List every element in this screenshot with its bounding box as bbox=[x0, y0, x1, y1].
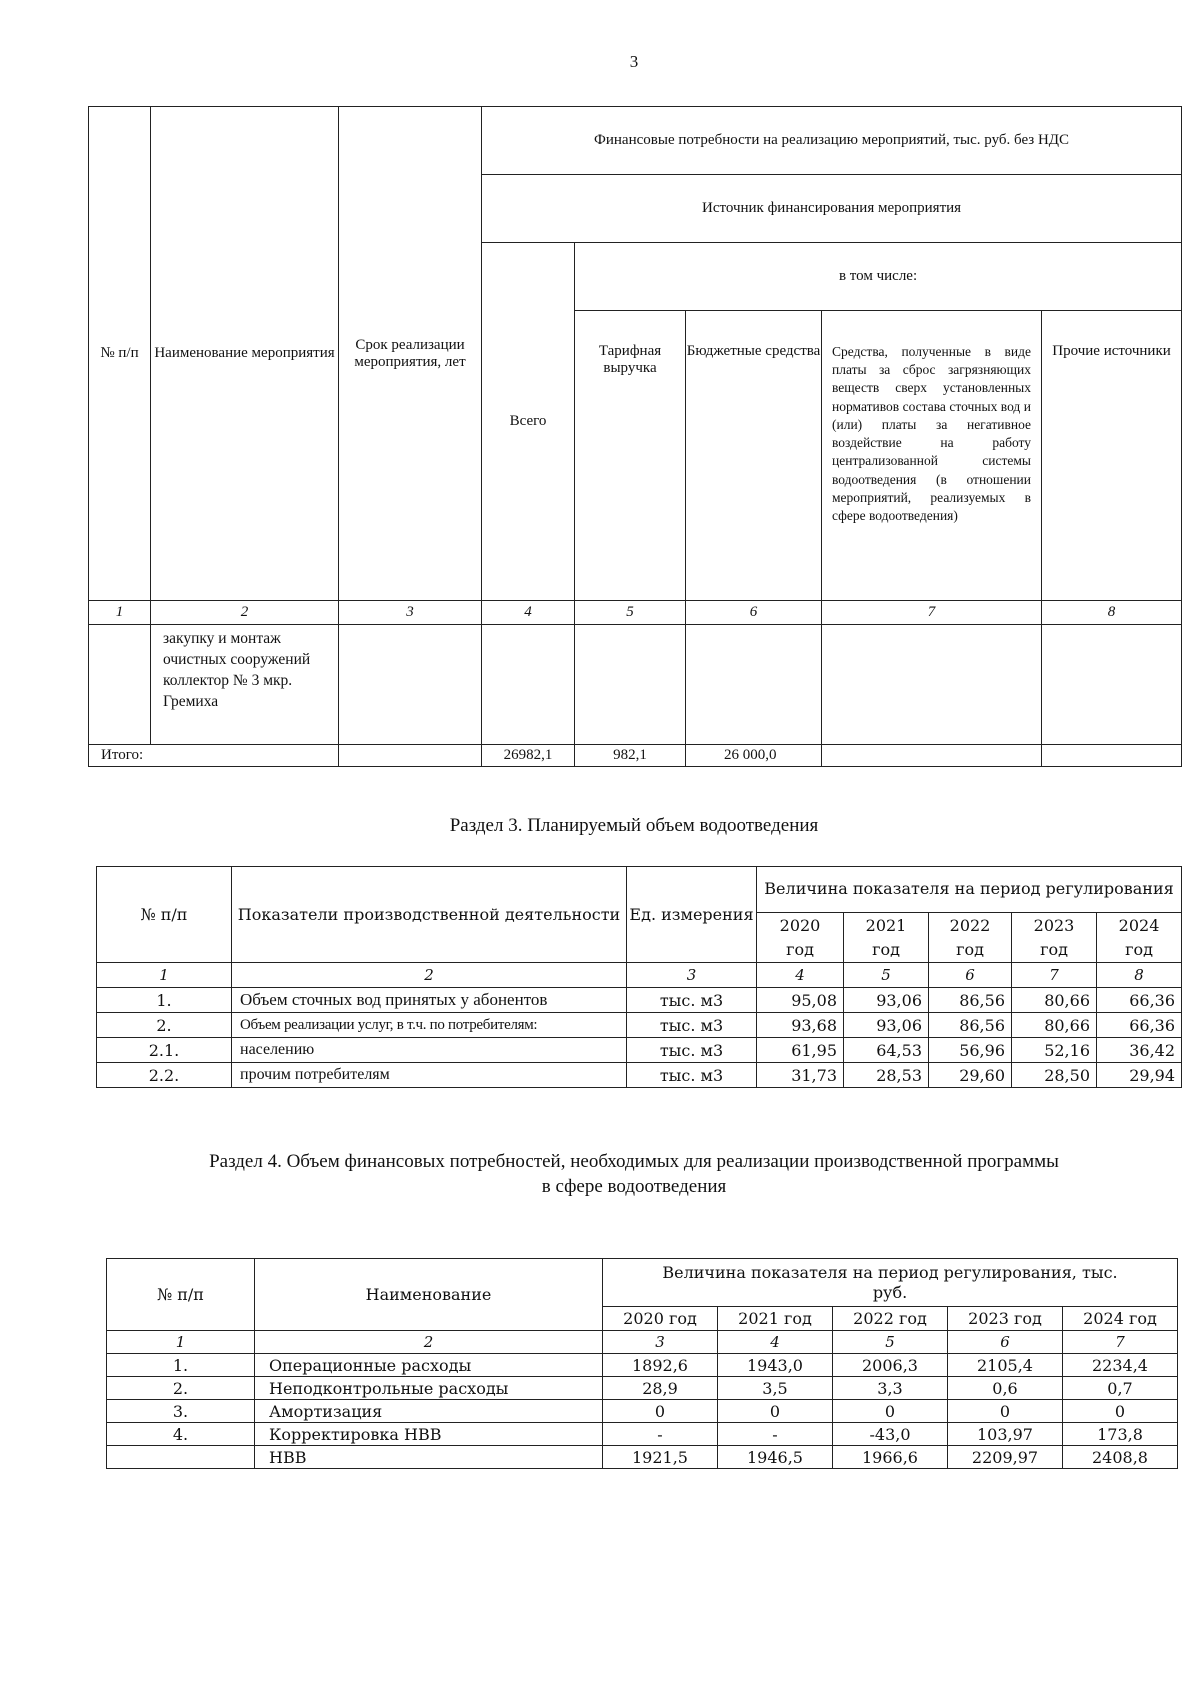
empty-cell bbox=[339, 745, 482, 767]
value-2021: 0 bbox=[718, 1400, 833, 1423]
col-value-header: Величина показателя на период регулирования bbox=[757, 867, 1182, 913]
wastewater-volume-table bbox=[96, 866, 1182, 1088]
col-number: 8 bbox=[1097, 963, 1182, 988]
col-indicators-header: Показатели производственной деятельности bbox=[232, 867, 627, 963]
value-2023: 80,66 bbox=[1012, 1013, 1097, 1038]
section4-title-line1: Раздел 4. Объем финансовых потребностей, необходимых для реализации производственной программы bbox=[209, 1151, 1059, 1172]
item-name: Корректировка НВВ bbox=[255, 1423, 603, 1446]
col-number: 4 bbox=[757, 963, 844, 988]
total-label: Итого: bbox=[89, 745, 339, 767]
value-2024: 66,36 bbox=[1097, 988, 1182, 1013]
value-2022: 29,60 bbox=[929, 1063, 1012, 1088]
value-2020: 1921,5 bbox=[603, 1446, 718, 1469]
empty-cell bbox=[339, 625, 482, 745]
col-num-header: № п/п bbox=[89, 107, 151, 601]
value-2021: 93,06 bbox=[844, 988, 929, 1013]
col-value-header: Величина показателя на период регулирования, тыс. руб. bbox=[603, 1259, 1178, 1307]
year-header: 2023 год bbox=[1012, 913, 1097, 963]
value-2022: 2006,3 bbox=[833, 1354, 948, 1377]
col-budget-header: Бюджетные средства bbox=[686, 311, 822, 601]
value-2020: 61,95 bbox=[757, 1038, 844, 1063]
year-header: 2021 год bbox=[718, 1307, 833, 1331]
value-2021: - bbox=[718, 1423, 833, 1446]
col-term-header: Срок реализации мероприятия, лет bbox=[339, 107, 482, 601]
indicator-name: прочим потребителям bbox=[232, 1063, 627, 1088]
row-number: 2. bbox=[97, 1013, 232, 1038]
measure-name: закупку и монтаж очистных сооружений коллектор № 3 мкр. Гремиха bbox=[151, 625, 339, 745]
table-row bbox=[97, 1063, 1182, 1088]
value-2023: 0 bbox=[948, 1400, 1063, 1423]
value-2021: 64,53 bbox=[844, 1038, 929, 1063]
empty-cell bbox=[822, 625, 1042, 745]
row-number bbox=[107, 1446, 255, 1469]
value-2020: - bbox=[603, 1423, 718, 1446]
value-2024: 29,94 bbox=[1097, 1063, 1182, 1088]
value-2020: 1892,6 bbox=[603, 1354, 718, 1377]
col-number: 2 bbox=[255, 1331, 603, 1354]
col-num-header: № п/п bbox=[97, 867, 232, 963]
financial-requirements-table bbox=[106, 1258, 1178, 1469]
year-header: 2022 год bbox=[833, 1307, 948, 1331]
row-number: 2. bbox=[107, 1377, 255, 1400]
col-num-header: № п/п bbox=[107, 1259, 255, 1331]
empty-cell bbox=[1042, 625, 1182, 745]
item-name: Неподконтрольные расходы bbox=[255, 1377, 603, 1400]
col-number: 7 bbox=[1063, 1331, 1178, 1354]
table-row bbox=[97, 1038, 1182, 1063]
value-2022: 86,56 bbox=[929, 988, 1012, 1013]
col-number: 6 bbox=[929, 963, 1012, 988]
page-number: 3 bbox=[629, 52, 639, 71]
value-2024: 2234,4 bbox=[1063, 1354, 1178, 1377]
col-number: 5 bbox=[833, 1331, 948, 1354]
indicator-name: Объем сточных вод принятых у абонентов bbox=[232, 988, 627, 1013]
year-header: 2024 год bbox=[1097, 913, 1182, 963]
financial-needs-header: Финансовые потребности на реализацию мероприятий, тыс. руб. без НДС bbox=[482, 107, 1182, 175]
col-other-header: Прочие источники bbox=[1042, 311, 1182, 601]
col-number: 6 bbox=[948, 1331, 1063, 1354]
year-header: 2024 год bbox=[1063, 1307, 1178, 1331]
table-row bbox=[107, 1377, 1178, 1400]
row-number: 2.1. bbox=[97, 1038, 232, 1063]
col-number: 3 bbox=[339, 601, 482, 625]
section4-title bbox=[0, 1150, 1200, 1199]
col-number: 8 bbox=[1042, 601, 1182, 625]
value-2023: 80,66 bbox=[1012, 988, 1097, 1013]
value-2021: 3,5 bbox=[718, 1377, 833, 1400]
unit: тыс. м3 bbox=[627, 1063, 757, 1088]
table-row bbox=[97, 988, 1182, 1013]
funding-source-header: Источник финансирования мероприятия bbox=[482, 175, 1182, 243]
year-header: 2020 год bbox=[603, 1307, 718, 1331]
col-unit-header: Ед. измерения bbox=[627, 867, 757, 963]
financial-needs-table bbox=[88, 106, 1182, 767]
value-2022: 1966,6 bbox=[833, 1446, 948, 1469]
item-name: Операционные расходы bbox=[255, 1354, 603, 1377]
value-2021: 28,53 bbox=[844, 1063, 929, 1088]
value-2023: 103,97 bbox=[948, 1423, 1063, 1446]
item-name: НВВ bbox=[255, 1446, 603, 1469]
item-name: Амортизация bbox=[255, 1400, 603, 1423]
unit: тыс. м3 bbox=[627, 1038, 757, 1063]
value-2021: 1946,5 bbox=[718, 1446, 833, 1469]
row-num-cell bbox=[89, 625, 151, 745]
value-2020: 93,68 bbox=[757, 1013, 844, 1038]
row-number: 1. bbox=[97, 988, 232, 1013]
col-number: 3 bbox=[603, 1331, 718, 1354]
value-2021: 1943,0 bbox=[718, 1354, 833, 1377]
value-2020: 0 bbox=[603, 1400, 718, 1423]
col-number: 2 bbox=[232, 963, 627, 988]
value-2022: 56,96 bbox=[929, 1038, 1012, 1063]
empty-cell bbox=[686, 625, 822, 745]
total-budget: 26 000,0 bbox=[686, 745, 822, 767]
value-2023: 2209,97 bbox=[948, 1446, 1063, 1469]
table-row bbox=[107, 1446, 1178, 1469]
value-2022: 0 bbox=[833, 1400, 948, 1423]
col-name-header: Наименование bbox=[255, 1259, 603, 1331]
empty-cell bbox=[822, 745, 1042, 767]
col-number: 2 bbox=[151, 601, 339, 625]
col-number: 4 bbox=[482, 601, 575, 625]
col-number: 3 bbox=[627, 963, 757, 988]
value-2022: 3,3 bbox=[833, 1377, 948, 1400]
value-2024: 2408,8 bbox=[1063, 1446, 1178, 1469]
year-header: 2021 год bbox=[844, 913, 929, 963]
year-header: 2022 год bbox=[929, 913, 1012, 963]
col-number: 4 bbox=[718, 1331, 833, 1354]
value-2022: -43,0 bbox=[833, 1423, 948, 1446]
value-2020: 31,73 bbox=[757, 1063, 844, 1088]
col-number: 1 bbox=[107, 1331, 255, 1354]
table-row bbox=[107, 1354, 1178, 1377]
total-all: 26982,1 bbox=[482, 745, 575, 767]
col-number: 5 bbox=[575, 601, 686, 625]
col-number: 7 bbox=[822, 601, 1042, 625]
year-header: 2020 год bbox=[757, 913, 844, 963]
value-2024: 36,42 bbox=[1097, 1038, 1182, 1063]
value-2024: 0 bbox=[1063, 1400, 1178, 1423]
value-2020: 28,9 bbox=[603, 1377, 718, 1400]
col-tariff-header: Тарифная выручка bbox=[575, 311, 686, 601]
empty-cell bbox=[575, 625, 686, 745]
total-tariff: 982,1 bbox=[575, 745, 686, 767]
value-2023: 2105,4 bbox=[948, 1354, 1063, 1377]
section3-title: Раздел 3. Планируемый объем водоотведения bbox=[449, 815, 819, 836]
including-header: в том числе: bbox=[575, 243, 1182, 311]
col-number: 5 bbox=[844, 963, 929, 988]
section4-title-line2: в сфере водоотведения bbox=[541, 1175, 727, 1197]
value-2024: 66,36 bbox=[1097, 1013, 1182, 1038]
row-number: 1. bbox=[107, 1354, 255, 1377]
col-fees-header: Средства, полученные в виде платы за сброс загрязняющих веществ сверх установленных нормативов состава сточных вод и (или) платы за негативное воздействие на работу централизованной системы водоотведения (в отношении мероприятий, реализуемых в сфере водоотведения) bbox=[822, 311, 1042, 601]
value-2023: 28,50 bbox=[1012, 1063, 1097, 1088]
value-2023: 0,6 bbox=[948, 1377, 1063, 1400]
col-number: 1 bbox=[89, 601, 151, 625]
indicator-name: населению bbox=[232, 1038, 627, 1063]
value-2021: 93,06 bbox=[844, 1013, 929, 1038]
value-2023: 52,16 bbox=[1012, 1038, 1097, 1063]
col-number: 1 bbox=[97, 963, 232, 988]
col-number: 7 bbox=[1012, 963, 1097, 988]
row-number: 4. bbox=[107, 1423, 255, 1446]
table-row bbox=[107, 1400, 1178, 1423]
col-total-header: Всего bbox=[482, 243, 575, 601]
indicator-name: Объем реализации услуг, в т.ч. по потребителям: bbox=[232, 1013, 627, 1038]
value-2024: 0,7 bbox=[1063, 1377, 1178, 1400]
value-2020: 95,08 bbox=[757, 988, 844, 1013]
col-number: 6 bbox=[686, 601, 822, 625]
table-row bbox=[97, 1013, 1182, 1038]
value-2024: 173,8 bbox=[1063, 1423, 1178, 1446]
row-number: 2.2. bbox=[97, 1063, 232, 1088]
unit: тыс. м3 bbox=[627, 988, 757, 1013]
empty-cell bbox=[1042, 745, 1182, 767]
year-header: 2023 год bbox=[948, 1307, 1063, 1331]
value-2022: 86,56 bbox=[929, 1013, 1012, 1038]
row-number: 3. bbox=[107, 1400, 255, 1423]
unit: тыс. м3 bbox=[627, 1013, 757, 1038]
col-name-header: Наименование мероприятия bbox=[151, 107, 339, 601]
table-row bbox=[107, 1423, 1178, 1446]
empty-cell bbox=[482, 625, 575, 745]
